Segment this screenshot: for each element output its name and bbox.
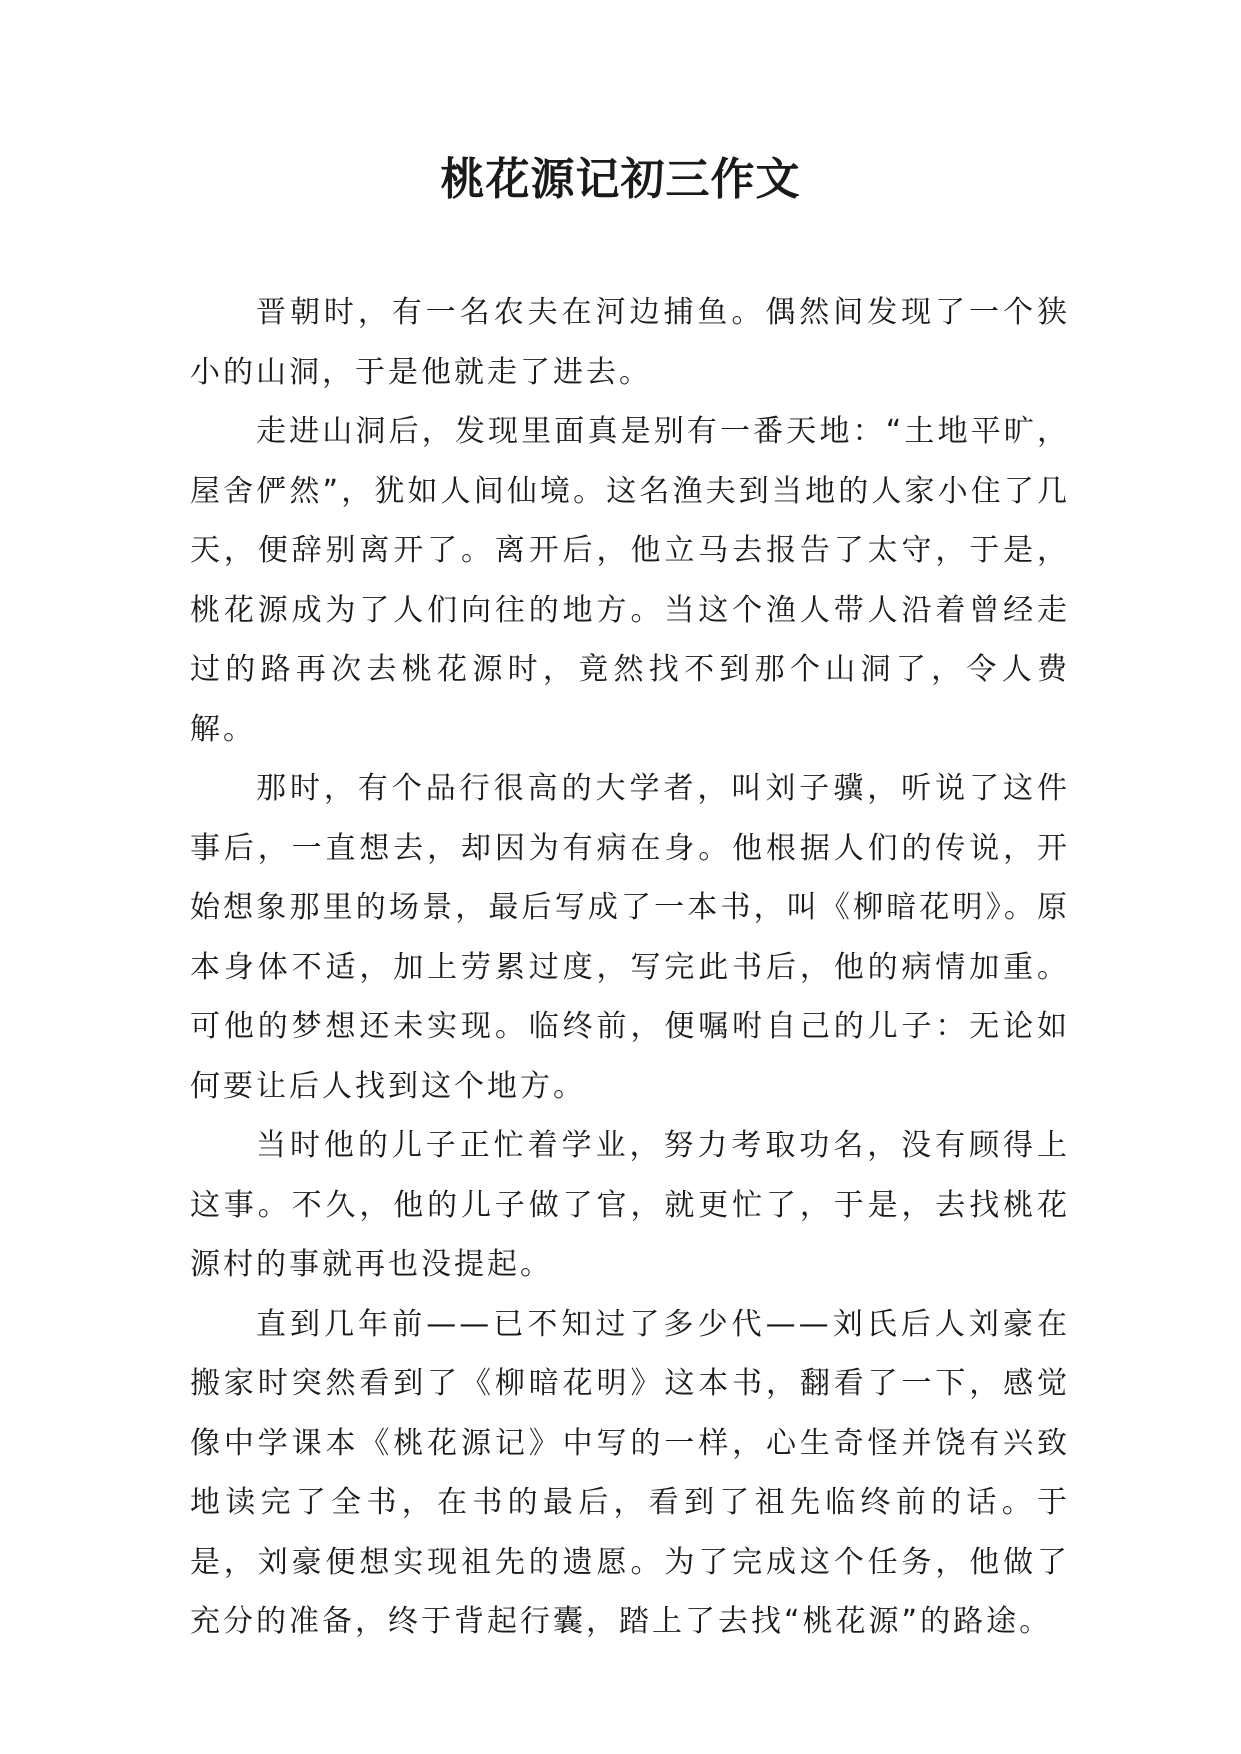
document-body (190, 283, 1070, 1652)
paragraph: 走进山洞后，发现里面真是别有一番天地：“土地平旷，屋舍俨然”，犹如人间仙境。这名渔夫到当地的人家小住了几天，便辞别离开了。离开后，他立马去报告了太守，于是，桃花源成为了人们向往的地方。当这个渔人带人沿着曾经走过的路再次去桃花源时，竟然找不到那个山洞了，令人费解。 (190, 414, 1070, 747)
document-title: 桃花源记初三作文 (440, 154, 801, 205)
paragraph: 晋朝时，有一名农夫在河边捕鱼。偶然间发现了一个狭小的山洞，于是他就走了进去。 (190, 295, 1070, 390)
paragraph: 当时他的儿子正忙着学业，努力考取功名，没有顾得上这事。不久，他的儿子做了官，就更忙了，于是，去找桃花源村的事就再也没提起。 (190, 1128, 1070, 1282)
paragraph: 直到几年前——已不知过了多少代——刘氏后人刘豪在搬家时突然看到了《柳暗花明》这本书，翻看了一下，感觉像中学课本《桃花源记》中写的一样，心生奇怪并饶有兴致地读完了全书，在书的最后，看到了祖先临终前的话。于是，刘豪便想实现祖先的遗愿。为了完成这个任务，他做了充分的准备，终于背起行囊，踏上了去找“桃花源”的路途。 (190, 1306, 1070, 1639)
paragraph: 那时，有个品行很高的大学者，叫刘子骥，听说了这件事后，一直想去，却因为有病在身。他根据人们的传说，开始想象那里的场景，最后写成了一本书，叫《柳暗花明》。原本身体不适，加上劳累过度，写完此书后，他的病情加重。可他的梦想还未实现。临终前，便嘱咐自己的儿子：无论如何要让后人找到这个地方。 (190, 771, 1070, 1104)
